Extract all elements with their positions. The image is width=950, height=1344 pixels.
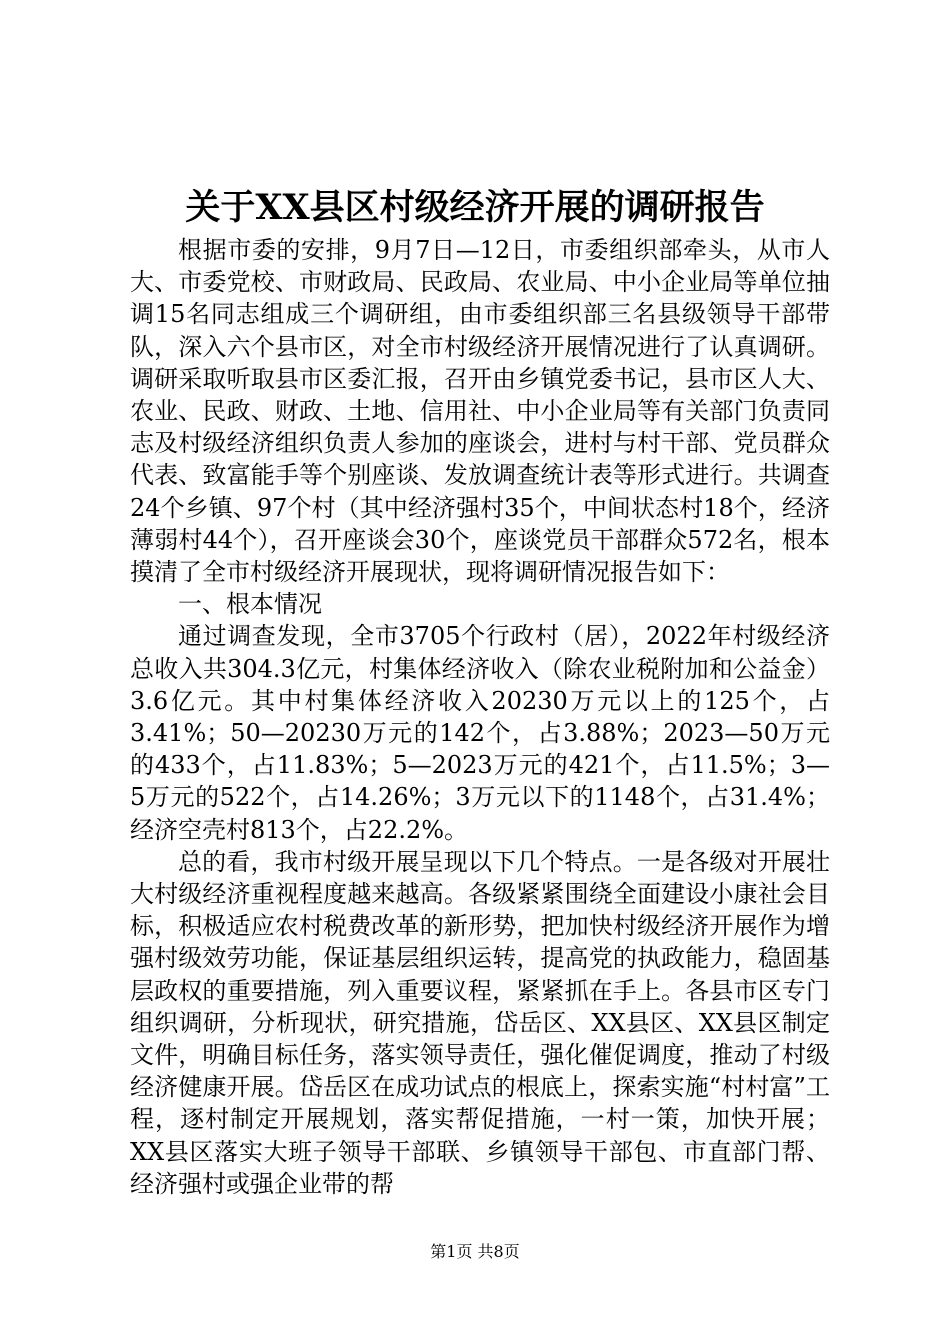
features-paragraph: 总的看，我市村级开展呈现以下几个特点。一是各级对开展壮大村级经济重视程度越来越高。各级紧紧围绕全面建设小康社会目标，积极适应农村税费改革的新形势，把加快村级经济开展作为增强村级效劳功能，保证基层组织运转，提高党的执政能力，稳固基层政权的重要措施，列入重要议程，紧紧抓在手上。各县市区专门组织调研，分析现状，研究措施，岱岳区、XX县区、XX县区制定文件，明确目标任务，落实领导责任，强化催促调度，推动了村级经济健康开展。岱岳区在成功试点的根底上，探索实施“村村富”工程，逐村制定开展规划，落实帮促措施，一村一策，加快开展；XX县区落实大班子领导干部联、乡镇领导干部包、市直部门帮、经济强村或强企业带的帮 bbox=[130, 847, 830, 1198]
section-heading-basic-situation: 一、根本情况 bbox=[178, 590, 322, 619]
document-title: 关于XX县区村级经济开展的调研报告 bbox=[185, 187, 765, 228]
statistics-paragraph: 通过调查发现，全市3705个行政村（居），2022年村级经济总收入共304.3亿元，村集体经济收入（除农业税附加和公益金）3.6亿元。其中村集体经济收入20230万元以上的125个，占3.41%；50—20230万元的142个，占3.88%；2023—50万元的433个，占11.83%；5—2023万元的421个，占11.5%；3—5万元的522个，占14.26%；3万元以下的1148个，占31.4%；经济空壳村813个，占22.2%。 bbox=[130, 622, 830, 844]
page-footer: 第1页 共8页 bbox=[430, 1242, 520, 1261]
document-body bbox=[130, 234, 830, 1200]
intro-paragraph: 根据市委的安排，9月7日—12日，市委组织部牵头，从市人大、市委党校、市财政局、民政局、农业局、中小企业局等单位抽调15名同志组成三个调研组，由市委组织部三名县级领导干部带队，深入六个县市区，对全市村级经济开展情况进行了认真调研。调研采取听取县市区委汇报，召开由乡镇党委书记，县市区人大、农业、民政、财政、土地、信用社、中小企业局等有关部门负责同志及村级经济组织负责人参加的座谈会，进村与村干部、党员群众代表、致富能手等个别座谈、发放调查统计表等形式进行。共调查24个乡镇、97个村（其中经济强村35个，中间状态村18个，经济薄弱村44个），召开座谈会30个，座谈党员干部群众572名，根本摸清了全市村级经济开展现状，现将调研情况报告如下： bbox=[130, 236, 830, 587]
